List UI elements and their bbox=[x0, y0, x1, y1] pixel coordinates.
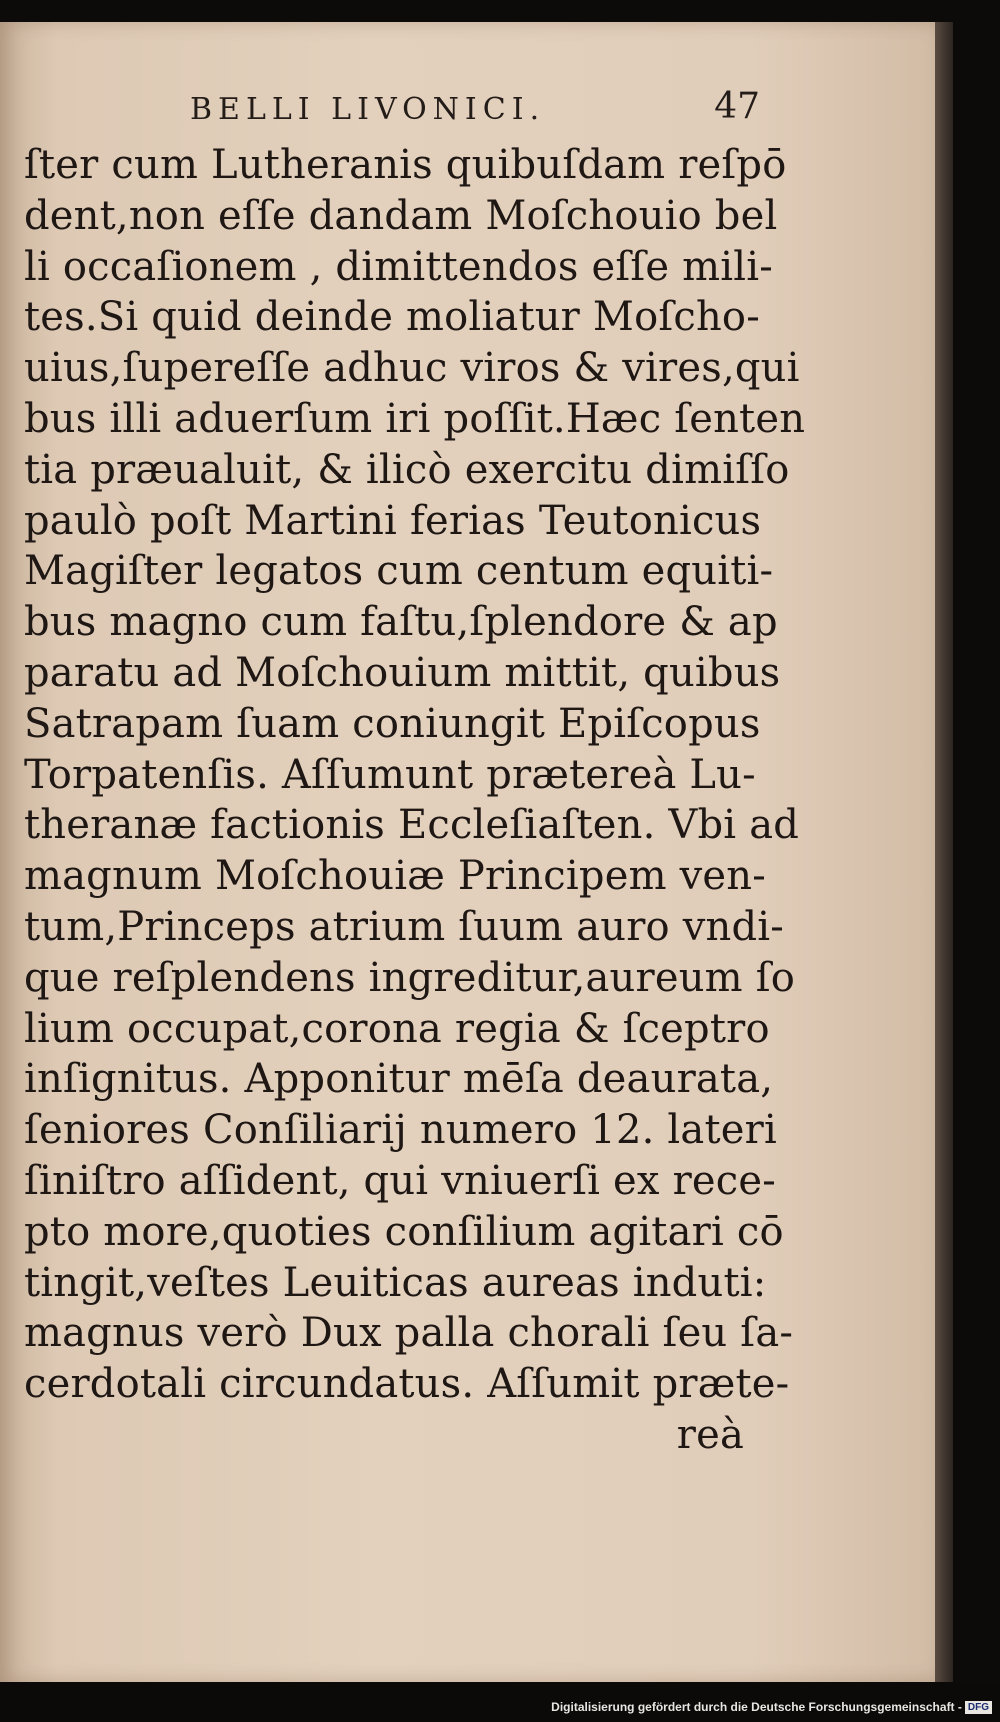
body-text bbox=[24, 140, 806, 1461]
text-line: pto more,quoties conſilium agitari cō bbox=[24, 1208, 784, 1255]
text-line: paulò poſt Martini ferias Teutonicus bbox=[24, 497, 762, 544]
text-line: inſignitus. Apponitur mēſa deaurata, bbox=[24, 1056, 774, 1103]
text-line: tia præualuit, & ilicò exercitu dimiſſo bbox=[24, 446, 790, 493]
text-line: bus illi aduerſum iri poſſit.Hæc ſenten bbox=[24, 395, 806, 442]
text-line: Magiſter legatos cum centum equiti- bbox=[24, 548, 774, 595]
text-line: bus magno cum faſtu,ſplendore & ap bbox=[24, 599, 778, 646]
running-head: BELLI LIVONICI. bbox=[190, 92, 546, 127]
credit-text: Digitalisierung gefördert durch die Deutsche Forschungsgemeinschaft - bbox=[551, 1700, 962, 1714]
text-line: Satrapam ſuam coniungit Epiſcopus bbox=[24, 700, 761, 747]
text-line: dent,non eſſe dandam Moſchouio bel bbox=[24, 192, 778, 239]
text-line: theranæ factionis Eccleſiaſten. Vbi ad bbox=[24, 802, 800, 849]
text-line: paratu ad Moſchouium mittit, quibus bbox=[24, 649, 781, 696]
text-line: ſter cum Lutheranis quibuſdam reſpō bbox=[24, 142, 787, 188]
text-line: uius,ſupereſſe adhuc viros & vires,qui bbox=[24, 345, 800, 392]
text-line: li occaſionem , dimittendos eſſe mili- bbox=[24, 243, 773, 290]
text-line: ſiniſtro aſſident, qui vniuerſi ex rece- bbox=[24, 1157, 776, 1204]
page-number: 47 bbox=[714, 86, 760, 127]
catchword: reà bbox=[676, 1411, 744, 1458]
text-line: Torpatenſis. Aſſumunt prætereà Lu- bbox=[24, 751, 756, 798]
text-line: cerdotali circundatus. Aſſumit præte- bbox=[24, 1361, 790, 1408]
text-line: tum,Princeps atrium ſuum auro vndi- bbox=[24, 903, 785, 950]
page-edge bbox=[935, 22, 953, 1682]
text-line: tes.Si quid deinde moliatur Moſcho- bbox=[24, 294, 760, 341]
text-line: que reſplendens ingreditur,aureum ſo bbox=[24, 954, 795, 1001]
text-line: magnum Moſchouiæ Principem ven- bbox=[24, 853, 766, 900]
dfg-logo: DFG bbox=[965, 1701, 992, 1714]
text-line: ſeniores Conſiliarij numero 12. lateri bbox=[24, 1107, 777, 1154]
text-line: lium occupat,corona regia & ſceptro bbox=[24, 1005, 770, 1052]
text-line: magnus verò Dux palla chorali ſeu ſa- bbox=[24, 1310, 794, 1357]
text-line: tingit,veſtes Leuiticas aureas induti: bbox=[24, 1259, 767, 1306]
digitization-credit bbox=[0, 1700, 992, 1714]
page-header bbox=[190, 86, 760, 132]
